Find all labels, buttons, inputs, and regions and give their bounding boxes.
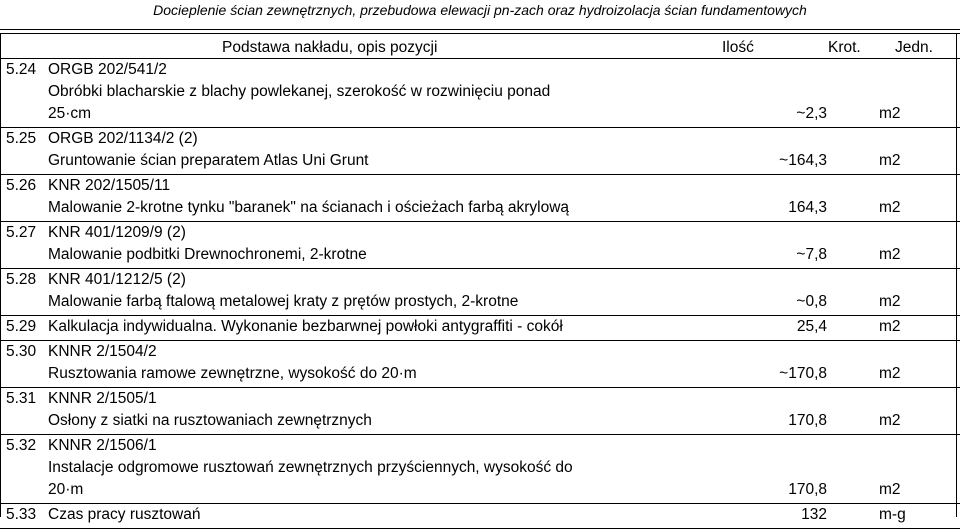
- item-number: 5.29: [6, 318, 37, 335]
- item-quantity: 170,8: [788, 412, 827, 429]
- item-number: 5.30: [6, 343, 37, 360]
- header-rule: [0, 29, 960, 30]
- item-number: 5.25: [6, 130, 37, 147]
- item-basis: KNNR 2/1504/2: [48, 343, 157, 360]
- item-basis: Kalkulacja indywidualna. Wykonanie bezbarwnej powłoki antygraffiti - cokół: [48, 318, 563, 335]
- item-unit: m2: [879, 412, 901, 429]
- item-quantity: ~164,3: [779, 152, 827, 169]
- item-number: 5.32: [6, 437, 37, 454]
- item-quantity: ~0,8: [796, 293, 827, 310]
- item-number: 5.27: [6, 224, 37, 241]
- item-unit: m2: [879, 246, 901, 263]
- item-basis: KNR 401/1209/9 (2): [48, 224, 186, 241]
- item-number: 5.28: [6, 271, 37, 288]
- header-quantity: Ilość: [722, 39, 754, 56]
- item-unit: m-g: [879, 506, 906, 523]
- item-quantity: ~7,8: [796, 246, 827, 263]
- cost-table: [0, 33, 960, 529]
- item-quantity: 25,4: [796, 318, 827, 335]
- table-row: [0, 341, 960, 388]
- header-description: Podstawa nakładu, opis pozycji: [222, 39, 438, 56]
- table-row: [0, 59, 960, 128]
- item-quantity: ~170,8: [779, 365, 827, 382]
- item-number: 5.24: [6, 61, 37, 78]
- item-quantity: 164,3: [788, 199, 827, 216]
- item-quantity: 170,8: [788, 481, 827, 498]
- item-basis: KNR 401/1212/5 (2): [48, 271, 186, 288]
- item-number: 5.26: [6, 177, 37, 194]
- item-basis: KNNR 2/1506/1: [48, 437, 157, 454]
- item-description: Rusztowania ramowe zewnętrzne, wysokość do 20·m: [48, 365, 417, 382]
- table-border-right: [956, 33, 957, 517]
- item-number: 5.33: [6, 506, 37, 523]
- item-quantity: ~2,3: [796, 105, 827, 122]
- item-description: Osłony z siatki na rusztowaniach zewnętrznych: [48, 412, 372, 429]
- item-unit: m2: [879, 481, 901, 498]
- table-row: [0, 388, 960, 435]
- item-description: Malowanie 2-krotne tynku "baranek" na ścianach i ościeżach farbą akrylową: [48, 199, 570, 216]
- item-number: 5.31: [6, 390, 37, 407]
- header-multiplier: Krot.: [828, 39, 861, 56]
- table-row: [0, 269, 960, 316]
- header-unit: Jedn.: [895, 39, 933, 56]
- item-description: Gruntowanie ścian preparatem Atlas Uni Grunt: [48, 152, 369, 169]
- item-basis: KNR 202/1505/11: [48, 177, 171, 194]
- item-description: Obróbki blacharskie z blachy powlekanej, szerokość w rozwinięciu ponad: [48, 83, 551, 100]
- item-description: Malowanie podbitki Drewnochronemi, 2-krotne: [48, 246, 367, 263]
- item-unit: m2: [879, 365, 901, 382]
- item-description: 20·m: [48, 481, 84, 498]
- item-unit: m2: [879, 293, 901, 310]
- document-title: Docieplenie ścian zewnętrznych, przebudowa elewacji pn-zach oraz hydroizolacja ścian fundamentowych: [153, 2, 807, 18]
- table-border-left: [0, 33, 1, 517]
- table-row: [0, 175, 960, 222]
- item-description: Instalacje odgromowe rusztowań zewnętrznych przyściennych, wysokość do: [48, 459, 573, 476]
- table-row: [0, 435, 960, 504]
- item-basis: ORGB 202/541/2: [48, 61, 167, 78]
- item-unit: m2: [879, 152, 901, 169]
- item-basis: KNNR 2/1505/1: [48, 390, 157, 407]
- item-basis: ORGB 202/1134/2 (2): [48, 130, 198, 147]
- table-row: [0, 316, 960, 341]
- item-basis: Czas pracy rusztowań: [48, 506, 201, 523]
- item-description: 25·cm: [48, 105, 92, 122]
- item-unit: m2: [879, 318, 901, 335]
- table-header-row: [0, 34, 960, 59]
- item-quantity: 132: [801, 506, 827, 523]
- item-unit: m2: [879, 105, 901, 122]
- table-row: [0, 128, 960, 175]
- table-row: [0, 222, 960, 269]
- item-description: Malowanie farbą ftalową metalowej kraty z prętów prostych, 2-krotne: [48, 293, 519, 310]
- item-unit: m2: [879, 199, 901, 216]
